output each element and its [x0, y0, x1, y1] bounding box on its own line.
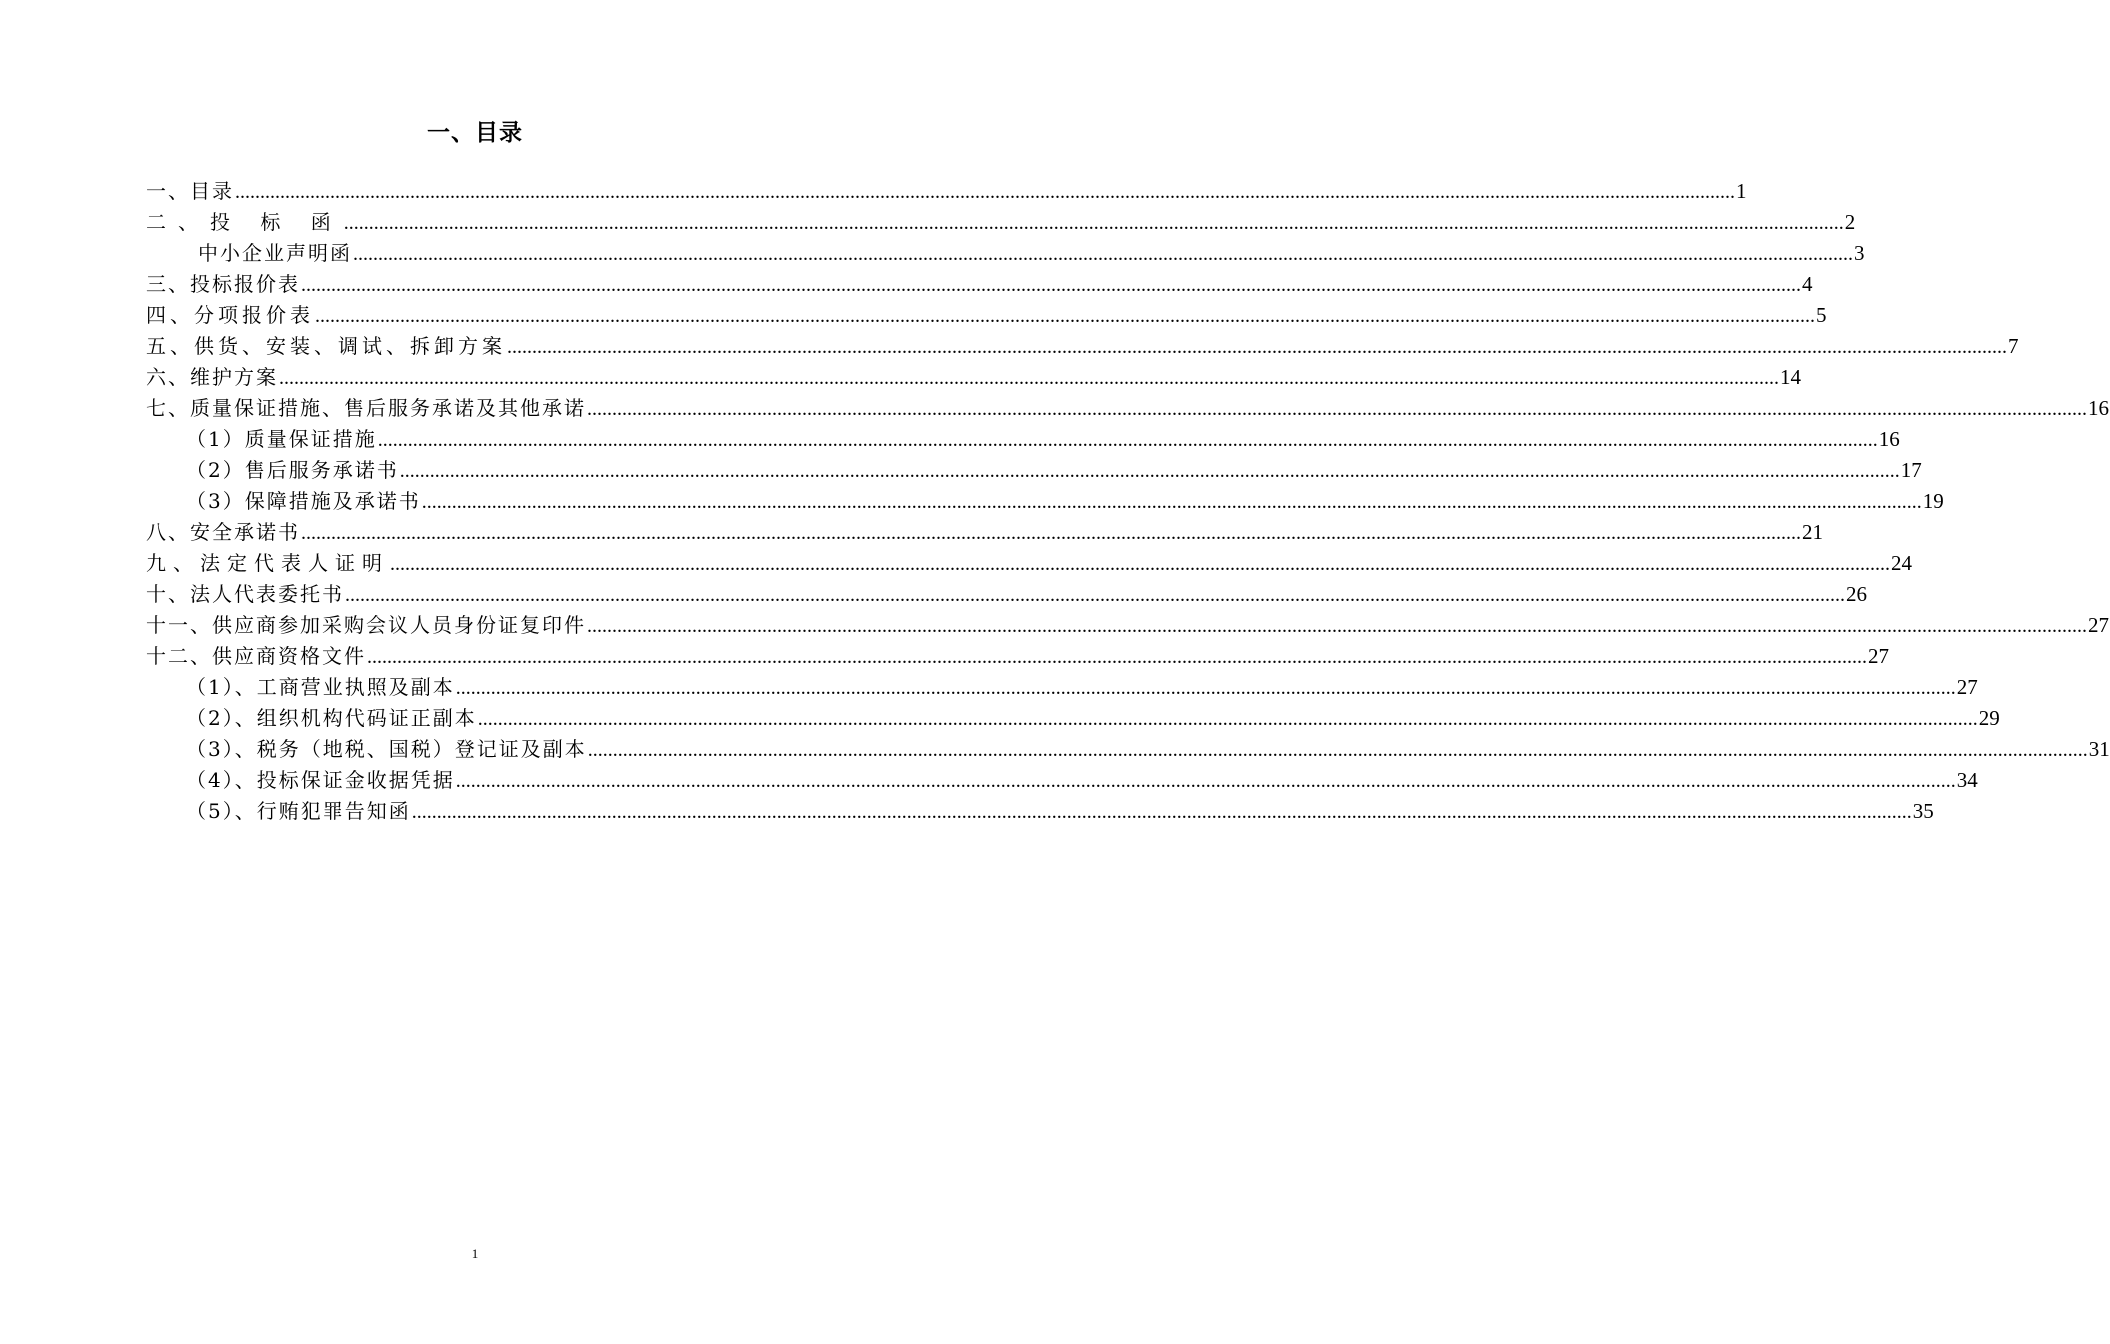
- toc-leader: ............................................................................................................................................................................................................................................................................................................: [367, 646, 1867, 668]
- toc-label: （5）、行贿犯罪告知函: [186, 799, 411, 823]
- toc-page: 2: [1844, 210, 1856, 234]
- toc-label: 六、维护方案: [146, 365, 278, 389]
- toc-page: 4: [1802, 272, 1813, 296]
- toc-leader: ............................................................................................................................................................................................................................................................................................................: [587, 615, 2087, 637]
- toc-entry[interactable]: [146, 455, 1922, 486]
- toc-page: 34: [1956, 768, 1978, 792]
- toc-leader: ............................................................................................................................................................................................................................................................................................................: [421, 491, 1922, 513]
- toc-leader: ............................................................................................................................................................................................................................................................................................................: [353, 243, 1853, 265]
- toc-leader: ............................................................................................................................................................................................................................................................................................................: [279, 367, 1779, 389]
- toc-entry[interactable]: [146, 300, 1827, 331]
- toc-entry[interactable]: [146, 703, 2000, 734]
- toc-entry[interactable]: [146, 765, 1978, 796]
- toc-entry[interactable]: [146, 548, 1912, 579]
- toc-page: 35: [1912, 799, 1934, 823]
- toc-leader: ............................................................................................................................................................................................................................................................................................................: [235, 181, 1735, 203]
- toc-page: 21: [1802, 520, 1823, 544]
- toc-page: 7: [2008, 334, 2019, 358]
- toc-label: 十一、供应商参加采购会议人员身份证复印件: [146, 613, 586, 637]
- toc-page: 31: [2088, 737, 2110, 761]
- toc-leader: ............................................................................................................................................................................................................................................................................................................: [345, 584, 1845, 606]
- toc-page: 5: [1816, 303, 1827, 327]
- toc-entry[interactable]: [146, 331, 2019, 362]
- toc-entry[interactable]: [146, 269, 1813, 300]
- toc-label: 五、供货、安装、调试、拆卸方案: [146, 334, 506, 358]
- toc-label: （4）、投标保证金收据凭据: [186, 768, 455, 792]
- toc-page: 26: [1846, 582, 1867, 606]
- toc-leader: ............................................................................................................................................................................................................................................................................................................: [390, 553, 1890, 575]
- toc-entry[interactable]: [146, 517, 1823, 548]
- toc-entry[interactable]: [146, 486, 1944, 517]
- toc-entry[interactable]: [146, 734, 2110, 765]
- toc-entry[interactable]: [146, 207, 1856, 238]
- toc-page: 19: [1922, 489, 1944, 513]
- toc-entry[interactable]: [146, 393, 2109, 424]
- page-number: 1: [471, 1246, 479, 1261]
- toc-entry[interactable]: [146, 641, 1889, 672]
- toc-label: （3）保障措施及承诺书: [186, 489, 421, 513]
- toc-leader: ............................................................................................................................................................................................................................................................................................................: [507, 336, 2007, 358]
- toc-label: （2）售后服务承诺书: [186, 458, 399, 482]
- toc-leader: ............................................................................................................................................................................................................................................................................................................: [301, 522, 1801, 544]
- toc-label: 九、法定代表人证明: [146, 551, 389, 575]
- toc-leader: ............................................................................................................................................................................................................................................................................................................: [455, 677, 1956, 699]
- toc-leader: ............................................................................................................................................................................................................................................................................................................: [377, 429, 1878, 451]
- toc-label: （3）、税务（地税、国税）登记证及副本: [186, 737, 587, 761]
- toc-entry[interactable]: [146, 176, 1747, 207]
- toc-page: 27: [1868, 644, 1889, 668]
- toc-leader: ............................................................................................................................................................................................................................................................................................................: [587, 398, 2087, 420]
- toc-page: 16: [2088, 396, 2109, 420]
- toc-entry[interactable]: [146, 579, 1867, 610]
- toc-leader: ............................................................................................................................................................................................................................................................................................................: [411, 801, 1912, 823]
- toc-page: 17: [1900, 458, 1922, 482]
- toc-leader: ............................................................................................................................................................................................................................................................................................................: [315, 305, 1815, 327]
- toc-label: 十二、供应商资格文件: [146, 644, 366, 668]
- toc-entry[interactable]: [146, 672, 1978, 703]
- toc-leader: ............................................................................................................................................................................................................................................................................................................: [343, 212, 1844, 234]
- toc-page: 16: [1878, 427, 1900, 451]
- toc-page: 3: [1854, 241, 1865, 265]
- toc-leader: ............................................................................................................................................................................................................................................................................................................: [477, 708, 1978, 730]
- table-of-contents: [146, 176, 2110, 827]
- toc-page: 27: [2088, 613, 2109, 637]
- toc-label: 中小企业声明函: [198, 241, 352, 265]
- toc-leader: ............................................................................................................................................................................................................................................................................................................: [399, 460, 1900, 482]
- toc-label: （2）、组织机构代码证正副本: [186, 706, 477, 730]
- toc-page: 14: [1780, 365, 1801, 389]
- toc-label: 十、法人代表委托书: [146, 582, 344, 606]
- toc-label: 三、投标报价表: [146, 272, 300, 296]
- toc-entry[interactable]: [146, 424, 1900, 455]
- toc-label: 二、投 标 函: [146, 210, 343, 234]
- toc-label: 一、目录: [146, 179, 234, 203]
- toc-label: 四、分项报价表: [146, 303, 314, 327]
- toc-entry[interactable]: [146, 796, 1934, 827]
- toc-page: 1: [1736, 179, 1747, 203]
- toc-label: 八、安全承诺书: [146, 520, 300, 544]
- toc-label: （1）、工商营业执照及副本: [186, 675, 455, 699]
- toc-page: 29: [1978, 706, 2000, 730]
- toc-leader: ............................................................................................................................................................................................................................................................................................................: [455, 770, 1956, 792]
- toc-page: 27: [1956, 675, 1978, 699]
- toc-entry[interactable]: [146, 610, 2109, 641]
- toc-label: 七、质量保证措施、售后服务承诺及其他承诺: [146, 396, 586, 420]
- toc-leader: ............................................................................................................................................................................................................................................................................................................: [301, 274, 1801, 296]
- toc-page: 24: [1891, 551, 1912, 575]
- page-title: 一、目录: [427, 120, 523, 146]
- toc-entry[interactable]: [146, 238, 1865, 269]
- toc-entry[interactable]: [146, 362, 1801, 393]
- toc-label: （1）质量保证措施: [186, 427, 377, 451]
- toc-leader: ............................................................................................................................................................................................................................................................................................................: [587, 739, 2088, 761]
